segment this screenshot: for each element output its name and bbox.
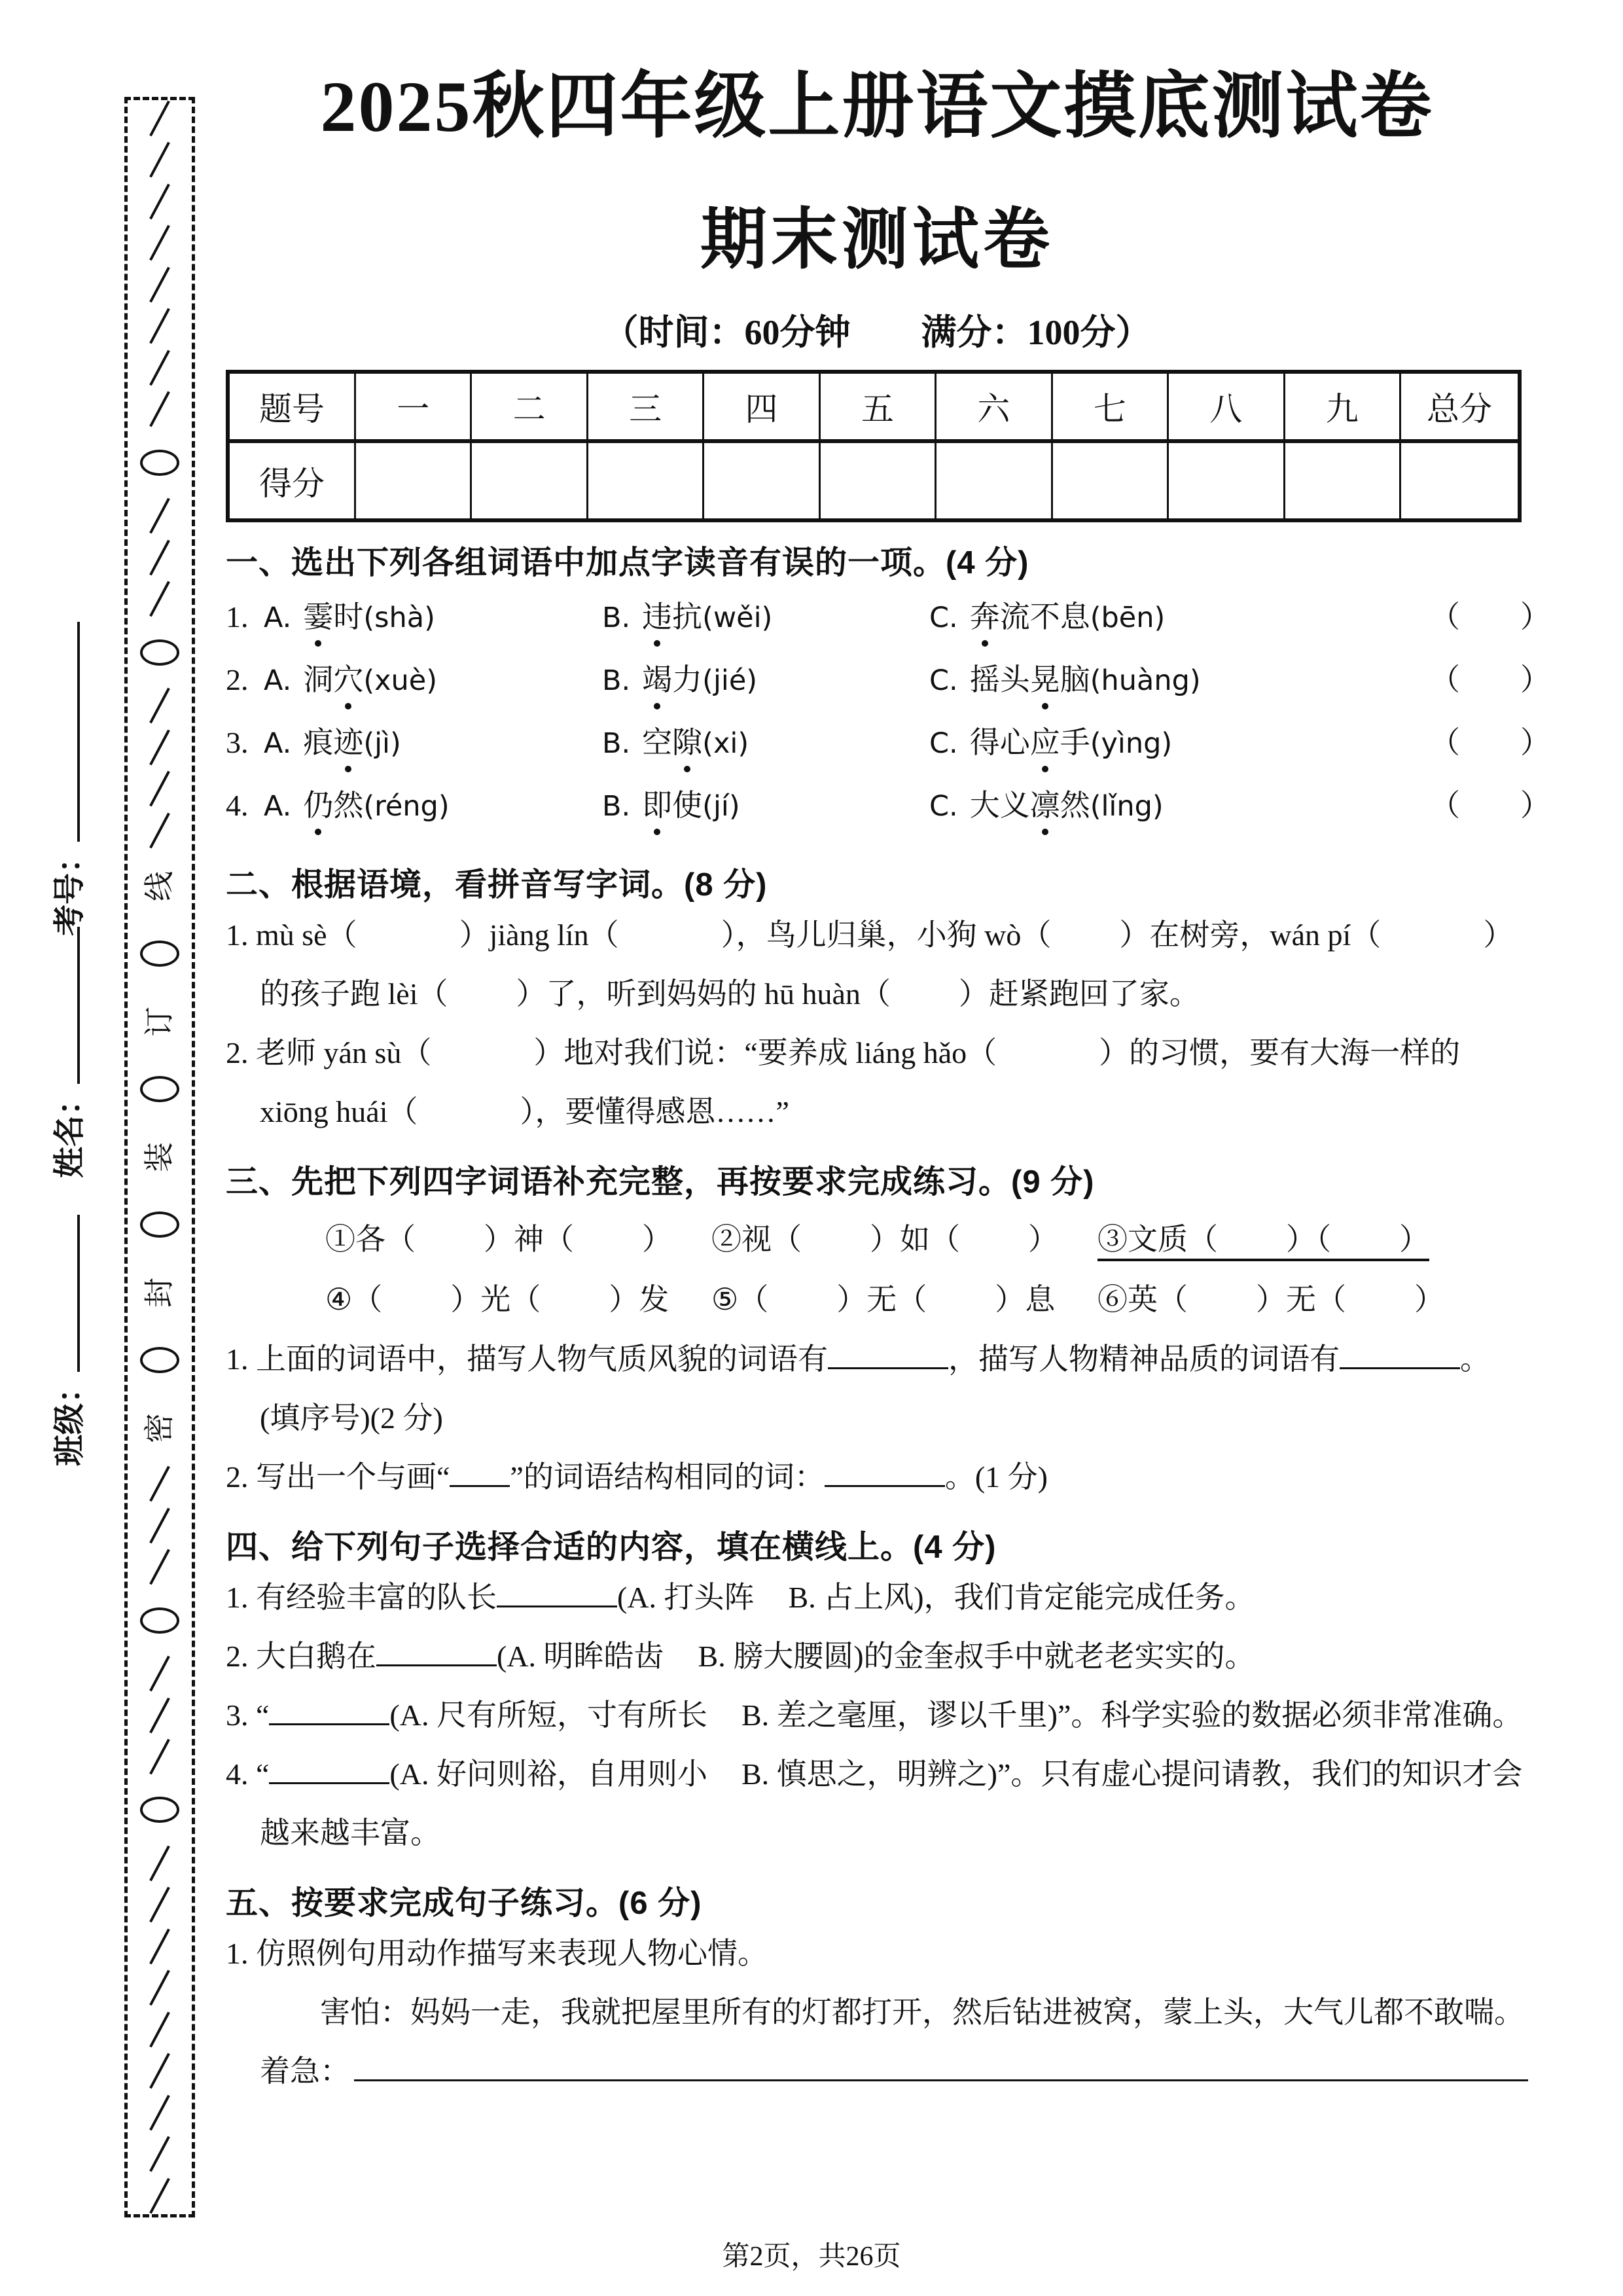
option-label: A. <box>264 790 292 823</box>
option-pinyin: (xuè) <box>363 664 438 697</box>
option-label: C. <box>929 664 958 697</box>
option-label: A. <box>264 727 292 760</box>
seal-slash-mark <box>149 225 170 261</box>
score-entry-cell[interactable] <box>704 441 819 520</box>
option-pinyin: (jí) <box>702 790 740 823</box>
seal-slash-mark <box>149 1887 170 1923</box>
section-5-example: 害怕：妈妈一走，我就把屋里所有的灯都打开，然后钻进被窝，蒙上头，大气儿都不敢喘。 <box>320 1996 1524 2029</box>
student-info-field <box>46 927 91 1178</box>
seal-slash-mark <box>149 1846 170 1882</box>
option-label: C. <box>929 601 958 634</box>
seal-slash-mark <box>149 1466 170 1502</box>
writing-blank[interactable] <box>376 1634 497 1666</box>
answer-brackets[interactable]: （ ） <box>1430 726 1550 759</box>
option-pinyin: (jié) <box>702 664 758 697</box>
field-label: 考号： <box>52 841 87 936</box>
seal-slash-mark <box>149 581 170 617</box>
section-5-answer-row <box>226 2042 1528 2101</box>
seal-circle-mark <box>140 1347 179 1373</box>
option-label: B. <box>602 664 631 697</box>
dotted-char: 霎 <box>303 600 334 634</box>
idiom-completion-item[interactable]: ④（ ）光（ ）发 <box>325 1283 669 1316</box>
option-word: 霎时 <box>303 600 364 634</box>
writing-blank[interactable] <box>828 1337 948 1369</box>
score-table-header-cell: 六 <box>936 372 1052 441</box>
option <box>602 656 929 699</box>
seal-slash-mark <box>149 2053 170 2089</box>
score-table-header-cell: 一 <box>355 372 471 441</box>
question-paragraph: 3. “ (A. 尺有所短，寸有所长 B. 差之毫厘，谬以千里)”。科学实验的数据必须非常准确。 <box>226 1686 1528 1745</box>
dotted-char: 穴 <box>333 663 364 696</box>
question-row <box>226 719 1550 781</box>
section-2 <box>226 864 1528 1141</box>
section-3-word-grid <box>226 1210 1528 1330</box>
score-table-header-cell: 八 <box>1168 372 1284 441</box>
score-table-header-cell: 二 <box>471 372 587 441</box>
page-subtitle: 期末测试卷 <box>700 204 1054 278</box>
writing-blank[interactable] <box>825 1455 945 1487</box>
writing-blank[interactable] <box>269 1693 389 1725</box>
option <box>929 719 1430 762</box>
dotted-char: 奔 <box>969 600 1000 634</box>
option-pinyin: (réng) <box>363 790 450 823</box>
field-writing-line[interactable] <box>46 622 80 842</box>
idiom-completion-item[interactable]: ⑤（ ）无（ ）息 <box>711 1283 1056 1316</box>
option <box>929 656 1430 699</box>
seal-circle-mark <box>140 1607 179 1634</box>
section-1-heading: 一、选出下列各组词语中加点字读音有误的一项。(4 分) <box>226 545 1029 581</box>
score-label-cell: 得分 <box>228 441 355 520</box>
section-3-heading: 三、先把下列四字词语补充完整，再按要求完成练习。(9 分) <box>226 1164 1095 1200</box>
dotted-char: 应 <box>1029 726 1060 759</box>
seal-slash-mark <box>149 539 170 575</box>
question-row <box>226 781 1550 844</box>
answer-label: 着急： <box>260 2054 350 2088</box>
section-4-heading: 四、给下列句子选择合适的内容，填在横线上。(4 分) <box>226 1530 997 1565</box>
seal-slash-mark <box>149 142 170 178</box>
writing-blank[interactable] <box>1340 1337 1460 1369</box>
option <box>602 593 929 636</box>
seal-circle-mark <box>140 941 179 967</box>
seal-slash-mark <box>149 1549 170 1585</box>
option-word: 摇头晃脑 <box>969 663 1090 696</box>
score-entry-cell[interactable] <box>1052 441 1168 520</box>
section-5 <box>226 1882 1528 2101</box>
dotted-char: 竭 <box>642 663 673 696</box>
exam-meta: （时间：60分钟 满分：100分） <box>603 313 1151 352</box>
seal-slash-mark <box>149 1928 170 1964</box>
idiom-completion-item[interactable]: ①各（ ）神（ ） <box>325 1223 672 1256</box>
seal-slash-mark <box>149 2011 170 2047</box>
field-writing-line[interactable] <box>46 927 80 1084</box>
seal-slash-mark <box>149 1656 170 1692</box>
idiom-completion-item[interactable]: ⑥英（ ）无（ ） <box>1097 1283 1444 1316</box>
dotted-char: 即 <box>642 789 673 822</box>
option-word: 奔流不息 <box>969 600 1090 634</box>
seal-binding-strip <box>124 97 195 2217</box>
option-word: 痕迹 <box>303 726 364 759</box>
seal-slash-mark <box>149 391 170 427</box>
option-label: B. <box>602 727 631 760</box>
section-4 <box>226 1526 1528 1863</box>
question-paragraph: 1. 上面的词语中，描写人物气质风貌的词语有 ，描写人物精神品质的词语有 。(填序号)(2 分) <box>226 1330 1528 1448</box>
answer-brackets[interactable]: （ ） <box>1430 789 1550 822</box>
seal-circle-mark <box>140 1797 179 1823</box>
option-word: 仍然 <box>303 789 364 822</box>
question-paragraph: 2. 大白鹅在 (A. 明眸皓齿 B. 膀大腰圆)的金奎叔手中就老老实实的。 <box>226 1627 1528 1686</box>
seal-slash-mark <box>149 771 170 807</box>
score-table-header-cell: 题号 <box>228 372 355 441</box>
option-pinyin: (huàng) <box>1090 664 1201 697</box>
question-number: 2. <box>226 663 249 696</box>
option-pinyin: (shà) <box>363 601 435 634</box>
option-word: 违抗 <box>642 600 703 634</box>
seal-line-char: 密 <box>143 1412 176 1443</box>
field-writing-line[interactable] <box>46 1215 80 1372</box>
option <box>929 781 1430 825</box>
writing-blank[interactable] <box>450 1455 510 1487</box>
section-2-heading: 二、根据语境，看拼音写字词。(8 分) <box>226 867 768 903</box>
seal-slash-mark <box>149 1739 170 1775</box>
question-number: 1. <box>226 600 249 634</box>
question-paragraph: 1. 有经验丰富的队长 (A. 打头阵 B. 占上风)，我们肯定能完成任务。 <box>226 1568 1528 1627</box>
option-label: B. <box>602 790 631 823</box>
section-1-items <box>226 593 1550 844</box>
option <box>264 593 602 636</box>
question-paragraph: 4. “ (A. 好问则裕，自用则小 B. 慎思之，明辨之)”。只有虚心提问请教，我们的知识才会越来越丰富。 <box>226 1745 1528 1863</box>
score-entry-cell[interactable] <box>587 441 703 520</box>
score-table-header-cell: 九 <box>1284 372 1400 441</box>
option-word: 洞穴 <box>303 663 364 696</box>
seal-slash-mark <box>149 2178 170 2214</box>
score-entry-cell[interactable] <box>1400 441 1520 520</box>
seal-slash-mark <box>149 266 170 302</box>
score-table-header-cell: 三 <box>587 372 703 441</box>
dotted-char: 凛 <box>1029 789 1060 822</box>
exam-content <box>226 0 1550 2101</box>
student-info-field <box>46 622 91 936</box>
option-pinyin: (jì) <box>363 727 401 760</box>
score-entry-cell[interactable] <box>1284 441 1400 520</box>
option-pinyin: (yìng) <box>1090 727 1173 760</box>
answer-brackets[interactable]: （ ） <box>1430 663 1550 696</box>
seal-slash-mark <box>149 1697 170 1733</box>
option-word: 竭力 <box>642 663 703 696</box>
option-pinyin: (xi) <box>702 727 749 760</box>
option-label: C. <box>929 790 958 823</box>
dotted-char: 晃 <box>1029 663 1060 696</box>
dotted-char: 违 <box>642 600 673 634</box>
section-2-items <box>226 906 1528 1141</box>
seal-slash-mark <box>149 2136 170 2172</box>
option-pinyin: (bēn) <box>1090 601 1166 634</box>
option <box>602 781 929 825</box>
seal-line-char: 装 <box>143 1141 176 1172</box>
section-4-items <box>226 1568 1528 1863</box>
writing-blank[interactable] <box>497 1575 617 1607</box>
option-word: 空隙 <box>642 726 703 759</box>
option <box>264 719 602 762</box>
score-entry-cell[interactable] <box>471 441 587 520</box>
seal-slash-mark <box>149 184 170 220</box>
answer-brackets[interactable]: （ ） <box>1430 600 1550 634</box>
section-5-question: 1. 仿照例句用动作描写来表现人物心情。 <box>226 1937 768 1970</box>
question-paragraph: 2. 写出一个与画“ ”的词语结构相同的词： 。(1 分) <box>226 1448 1528 1507</box>
question-number: 3. <box>226 726 249 759</box>
score-table-header-cell: 五 <box>819 372 935 441</box>
question-paragraph: 1. mù sè（ ）jiàng lín（ ），鸟儿归巢，小狗 wò（ ）在树旁，wán pí（ ）的孩子跑 lèi（ ）了，听到妈妈的 hū huàn（ ）赶紧跑回了家。 <box>226 918 1514 1011</box>
seal-line-char: 线 <box>143 870 176 901</box>
field-label: 班级： <box>52 1371 87 1466</box>
seal-slash-mark <box>149 729 170 765</box>
idiom-completion-item[interactable]: ②视（ ）如（ ） <box>711 1223 1058 1256</box>
score-table-header-cell: 总分 <box>1400 372 1520 441</box>
dotted-char: 仍 <box>303 789 334 822</box>
answer-writing-line[interactable] <box>354 2049 1528 2081</box>
option-label: A. <box>264 664 292 697</box>
option-word: 大义凛然 <box>969 789 1090 822</box>
seal-slash-mark <box>149 1970 170 2006</box>
page-footer: 第2页，共26页 <box>722 2242 901 2272</box>
question-paragraph: 2. 老师 yán sù（ ）地对我们说：“要养成 liáng hǎo（ ）的习惯，要有大海一样的 xiōng huái（ ），要懂得感恩……” <box>226 1036 1461 1128</box>
question-row <box>226 656 1550 719</box>
option-word: 得心应手 <box>969 726 1090 759</box>
score-table <box>226 370 1522 522</box>
section-3 <box>226 1161 1528 1507</box>
score-table-header-cell: 七 <box>1052 372 1168 441</box>
page-title: 2025秋四年级上册语文摸底测试卷 <box>320 67 1434 147</box>
seal-slash-mark <box>149 308 170 344</box>
seal-slash-mark <box>149 101 170 137</box>
seal-circle-mark <box>140 639 179 666</box>
seal-circle-mark <box>140 1211 179 1238</box>
option <box>929 593 1430 636</box>
writing-blank[interactable] <box>269 1752 389 1784</box>
underlined-idiom: ③文质（ ）（ ） <box>1097 1223 1429 1261</box>
idiom-completion-item[interactable] <box>1097 1210 1528 1270</box>
seal-slash-mark <box>149 1507 170 1543</box>
option-label: A. <box>264 601 292 634</box>
dotted-char: 迹 <box>333 726 364 759</box>
option-pinyin: (lǐng) <box>1090 790 1164 823</box>
seal-slash-mark <box>149 350 170 386</box>
seal-line-char: 订 <box>143 1006 176 1037</box>
seal-line-char: 封 <box>143 1277 176 1308</box>
seal-circle-mark <box>140 450 179 476</box>
field-label: 姓名： <box>52 1083 87 1178</box>
score-entry-cell[interactable] <box>819 441 935 520</box>
seal-slash-mark <box>149 2094 170 2130</box>
seal-slash-mark <box>149 812 170 848</box>
dotted-char: 隙 <box>672 726 703 759</box>
option-label: C. <box>929 727 958 760</box>
option <box>264 656 602 699</box>
section-5-heading: 五、按要求完成句子练习。(6 分) <box>226 1886 702 1921</box>
section-1 <box>226 542 1550 844</box>
option-pinyin: (wěi) <box>702 601 773 634</box>
score-entry-cell[interactable] <box>355 441 471 520</box>
option-word: 即使 <box>642 789 703 822</box>
option <box>602 719 929 762</box>
section-3-questions <box>226 1330 1528 1507</box>
seal-circle-mark <box>140 1076 179 1102</box>
seal-slash-mark <box>149 688 170 724</box>
question-row <box>226 593 1550 656</box>
score-table-header-cell: 四 <box>704 372 819 441</box>
option-label: B. <box>602 601 631 634</box>
student-info-field <box>46 1215 91 1466</box>
score-entry-cell[interactable] <box>936 441 1052 520</box>
option <box>264 781 602 825</box>
score-entry-cell[interactable] <box>1168 441 1284 520</box>
question-number: 4. <box>226 789 249 822</box>
seal-slash-mark <box>149 498 170 534</box>
